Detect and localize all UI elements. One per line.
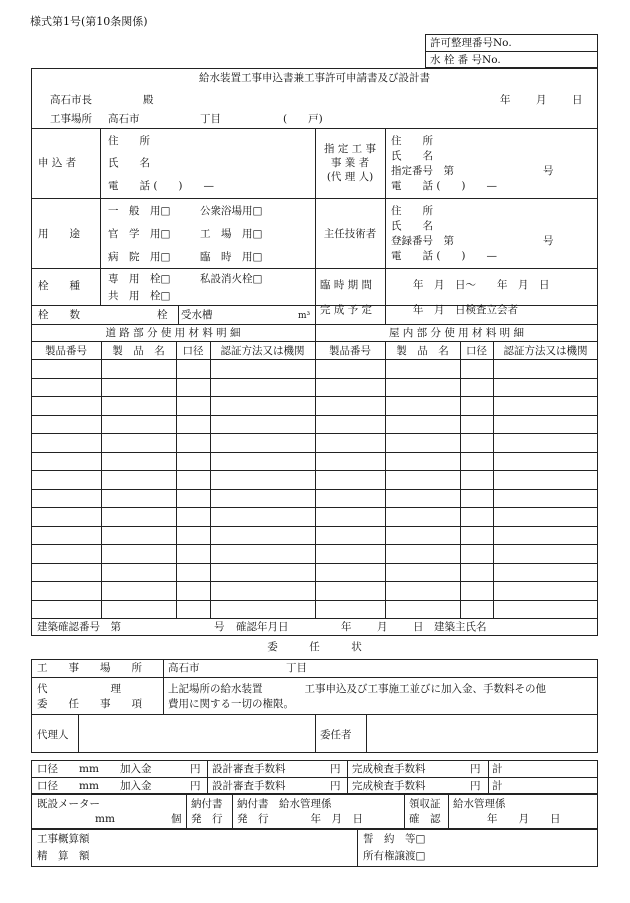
form-header: 様式第1号(第10条関係) — [30, 15, 148, 28]
table-row — [31, 415, 598, 416]
site-chome: 丁目 — [200, 113, 221, 125]
fee-cell: 円 — [330, 780, 341, 792]
transfer-label: 所有権譲渡□ — [363, 850, 426, 862]
fee-cell: 円 — [330, 763, 341, 775]
tap-count-unit: 栓 — [157, 309, 168, 321]
year-label: 年 — [500, 94, 511, 106]
engineer-reg-end: 号 — [543, 235, 554, 247]
table-row — [31, 600, 598, 601]
table-row — [31, 526, 598, 527]
table-row — [31, 563, 598, 564]
settle-label: 精 算 額 — [37, 850, 90, 862]
road-col-product-name: 製 品 名 — [112, 345, 165, 357]
building-month: 月 — [377, 621, 388, 633]
principal-label: 委任者 — [320, 729, 352, 741]
usage-general: 一 般 用□ — [108, 205, 171, 217]
estimate-label: 工事概算額 — [37, 833, 90, 845]
tap-private: 専 用 栓□ — [108, 273, 171, 285]
tank-label: 受水槽 — [181, 309, 213, 321]
completion-label: 完 成 予 定 — [320, 304, 373, 316]
engineer-reg-label: 登録番号 第 — [391, 235, 454, 247]
table-row — [31, 433, 598, 434]
delegation-matter-label-2: 委 任 事 項 — [37, 698, 142, 710]
receipt-confirm-line-1: 給水管理係 — [453, 798, 506, 810]
usage-hospital: 病 院 用□ — [108, 251, 171, 263]
pledge-label: 誓 約 等□ — [363, 833, 426, 845]
indoor-col-diameter: 口径 — [466, 345, 487, 357]
contractor-address-label: 住 所 — [391, 135, 433, 147]
engineer-label: 主任技術者 — [323, 228, 377, 240]
engineer-phone-label: 電 話 ( ) — — [391, 250, 498, 262]
table-row — [31, 452, 598, 453]
engineer-name-label: 氏 名 — [391, 220, 433, 232]
day-label: 日 — [572, 94, 583, 106]
usage-factory: 工 場 用□ — [200, 228, 263, 240]
contractor-label-3: (代 理 人) — [326, 171, 374, 183]
applicant-address-label: 住 所 — [108, 135, 150, 147]
permit-number-label: 許可整理番号No. — [430, 37, 512, 49]
table-row — [31, 378, 598, 379]
fee-cell: 円 — [190, 780, 201, 792]
building-owner-label: 建築主氏名 — [434, 621, 487, 633]
building-go: 号 — [214, 621, 225, 633]
delegation-chome: 丁目 — [286, 662, 307, 674]
meter-mm: mm — [95, 813, 115, 825]
meter-number-label: 水 栓 番 号No. — [430, 54, 501, 66]
meter-ko: 個 — [171, 813, 182, 825]
road-col-cert: 認証方法又は機関 — [220, 345, 305, 357]
fee-cell: 完成検査手数料 — [352, 763, 426, 775]
delegation-matter-line-2: 費用に関する一切の権限。 — [168, 698, 294, 710]
fee-cell: 計 — [492, 763, 503, 775]
indoor-col-product-name: 製 品 名 — [396, 345, 449, 357]
table-row — [31, 507, 598, 508]
delegation-matter-label-1: 代 理 — [37, 683, 121, 695]
applicant-phone-label: 電 話 ( ) — — [108, 180, 215, 192]
indoor-materials-title: 屋 内 部 分 使 用 材 料 明 細 — [388, 327, 525, 339]
tap-shared: 共 用 栓□ — [108, 290, 171, 302]
fee-cell: 口径 mm — [37, 763, 99, 775]
contractor-name-label: 氏 名 — [391, 150, 433, 162]
contractor-label-1: 指 定 工 事 — [323, 143, 376, 155]
table-row — [31, 544, 598, 545]
usage-label: 用 途 — [38, 228, 80, 240]
usage-public: 官 学 用□ — [108, 228, 171, 240]
fee-cell: 加入金 — [120, 763, 152, 775]
building-confirm-label: 建築確認番号 第 — [37, 621, 121, 633]
table-row — [31, 581, 598, 582]
delegation-title: 委 任 状 — [267, 641, 362, 653]
fee-cell: 加入金 — [120, 780, 152, 792]
existing-meter-label: 既設メーター — [37, 798, 100, 810]
site-city: 高石市 — [108, 113, 140, 125]
road-col-product-no: 製品番号 — [45, 345, 87, 357]
table-row — [31, 396, 598, 397]
tap-fire: 私設消火栓□ — [200, 273, 263, 285]
tank-unit: m³ — [298, 311, 311, 321]
fee-cell: 口径 mm — [37, 780, 99, 792]
fee-cell: 設計審査手数料 — [212, 780, 286, 792]
contractor-reg-end: 号 — [543, 165, 554, 177]
road-materials-title: 道 路 部 分 使 用 材 料 明 細 — [105, 327, 241, 339]
contractor-label-2: 事 業 者 — [330, 157, 370, 169]
receipt-confirm-line-2: 年 月 日 — [487, 813, 561, 825]
dono-label: 殿 — [143, 94, 154, 106]
delegation-site-label: 工 事 場 所 — [37, 662, 142, 674]
fee-cell: 計 — [492, 780, 503, 792]
site-label: 工事場所 — [50, 113, 92, 125]
delegation-city: 高石市 — [168, 662, 200, 674]
bill-issue-line-2: 発 行 年 月 日 — [237, 813, 363, 825]
bill-label-2: 発 行 — [191, 813, 223, 825]
fee-cell: 設計審査手数料 — [212, 763, 286, 775]
building-date-label: 確認年月日 — [236, 621, 289, 633]
fee-cell: 完成検査手数料 — [352, 780, 426, 792]
fee-cell: 円 — [190, 763, 201, 775]
building-year: 年 — [341, 621, 352, 633]
table-row — [31, 470, 598, 471]
bill-issue-line-1: 納付書 給水管理係 — [237, 798, 332, 810]
month-label: 月 — [536, 94, 547, 106]
tap-count-label: 栓 数 — [38, 309, 80, 321]
mayor-label: 高石市長 — [50, 94, 92, 106]
delegation-matter-line-1: 上記場所の給水装置 工事申込及び工事施工並びに加入金、手数料その他 — [168, 683, 546, 695]
table-row — [31, 489, 598, 490]
bill-label-1: 納付書 — [191, 798, 223, 810]
agent-label: 代理人 — [37, 729, 69, 741]
fee-cell: 円 — [470, 780, 481, 792]
indoor-col-product-no: 製品番号 — [329, 345, 371, 357]
temp-period-value: 年 月 日〜 年 月 日 — [413, 279, 550, 291]
receipt-label-2: 確 認 — [409, 813, 441, 825]
applicant-label: 申 込 者 — [38, 157, 77, 169]
applicant-name-label: 氏 名 — [108, 157, 150, 169]
form-title: 給水装置工事申込書兼工事許可申請書及び設計書 — [199, 72, 430, 84]
indoor-col-cert: 認証方法又は機関 — [503, 345, 588, 357]
usage-temporary: 臨 時 用□ — [200, 251, 263, 263]
contractor-phone-label: 電 話 ( ) — — [391, 180, 498, 192]
completion-value: 年 月 日検査立会者 — [413, 304, 518, 316]
usage-bath: 公衆浴場用□ — [200, 205, 263, 217]
contractor-reg-label: 指定番号 第 — [391, 165, 454, 177]
tap-type-label: 栓 種 — [38, 280, 80, 292]
fee-cell: 円 — [470, 763, 481, 775]
engineer-address-label: 住 所 — [391, 205, 433, 217]
receipt-label-1: 領収証 — [409, 798, 441, 810]
building-day: 日 — [413, 621, 424, 633]
site-ko: ( 戸) — [283, 113, 323, 125]
temp-period-label: 臨 時 期 間 — [320, 279, 373, 291]
footer-table — [31, 829, 598, 867]
road-col-diameter: 口径 — [182, 345, 204, 357]
